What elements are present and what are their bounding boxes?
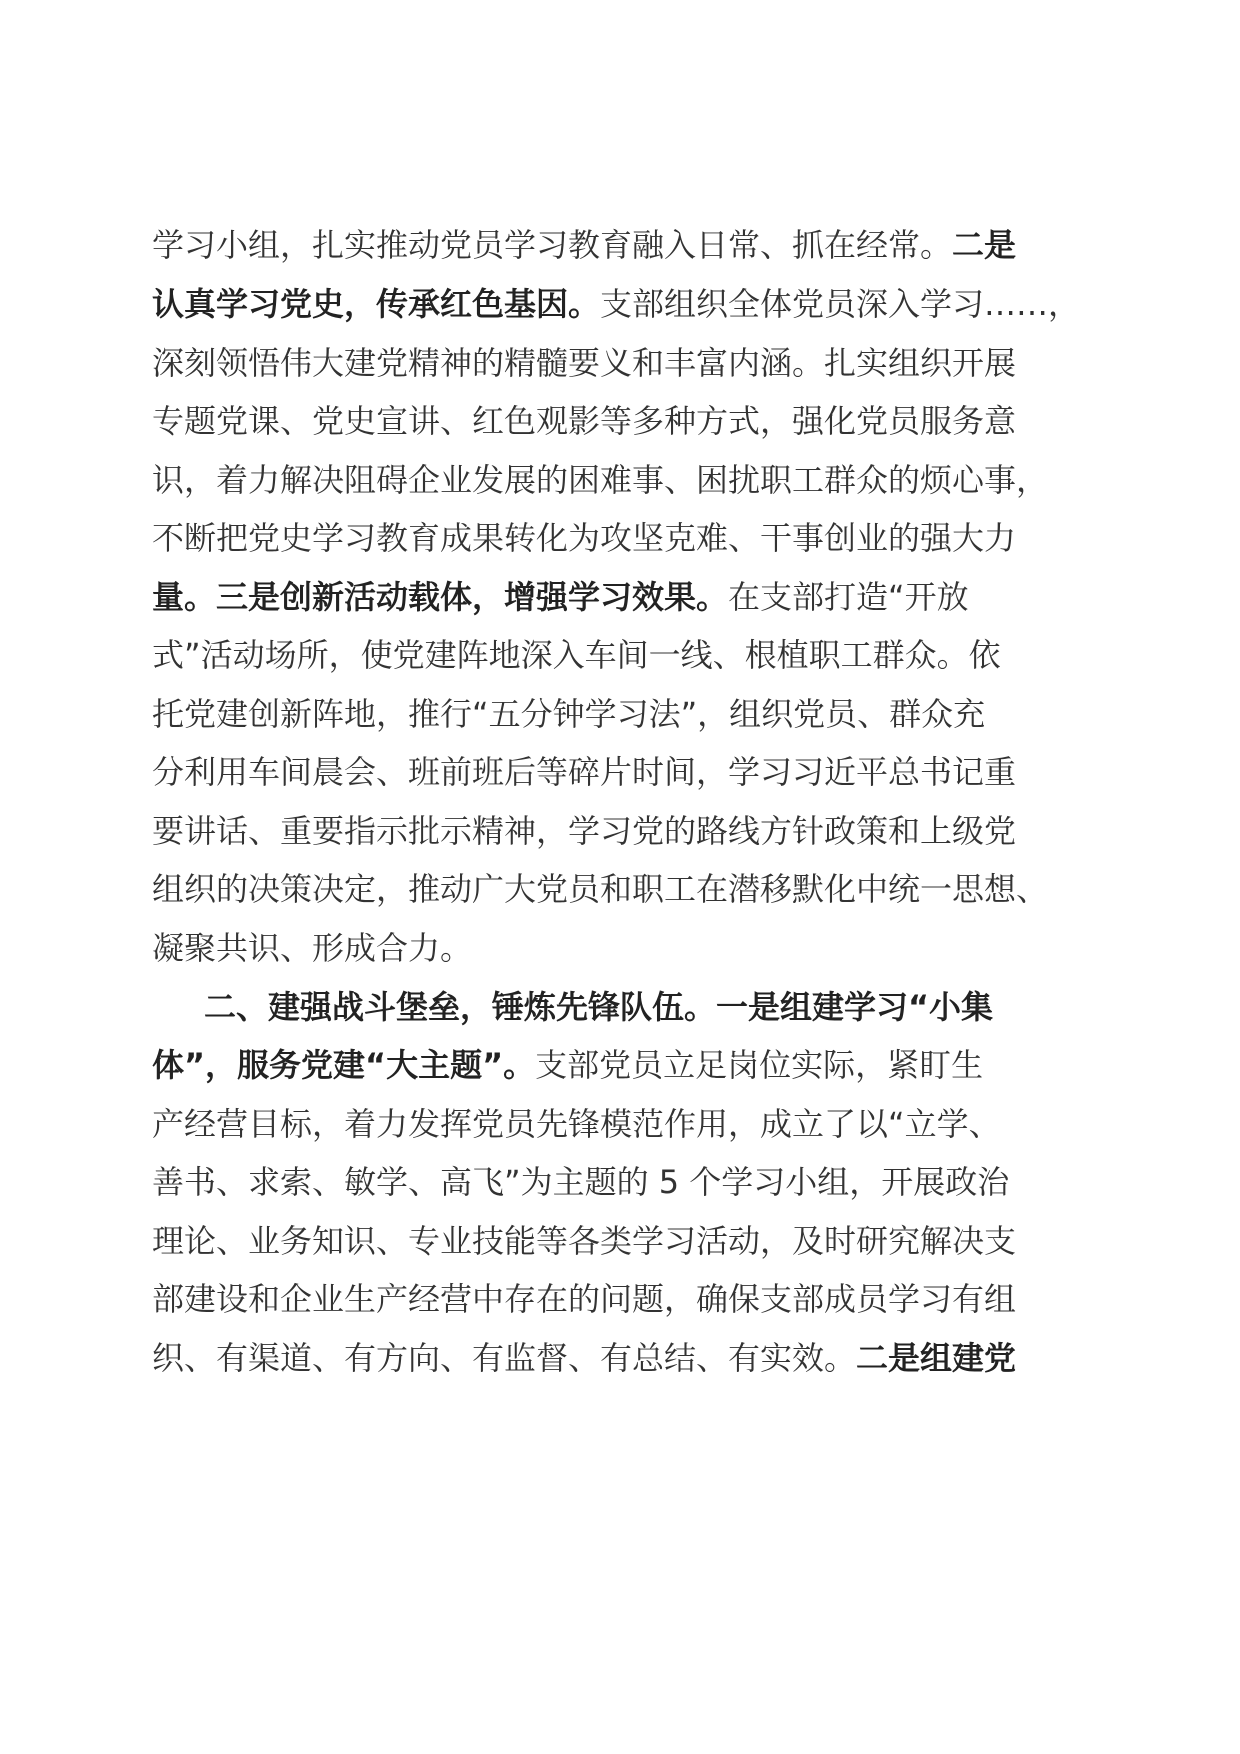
text-run: 不断把党史学习教育成果转化为攻坚克难、干事创业的强大力 — [152, 519, 1017, 557]
text-run: 理论、业务知识、专业技能等各类学习活动，及时研究解决支 — [152, 1222, 1017, 1260]
text-run: 部建设和企业生产经营中存在的问题，确保支部成员学习有组 — [152, 1280, 1017, 1318]
text-run: 学习小组，扎实推动党员学习教育融入日常、抓在经常。 — [152, 226, 953, 264]
text-run: 识，着力解决阻碍企业发展的困难事、困扰职工群众的烦心事， — [152, 461, 1049, 499]
text-line — [152, 280, 1112, 328]
bold-text-run: 认真学习党史，传承红色基因。 — [152, 285, 601, 323]
text-run: 专题党课、党史宣讲、红色观影等多种方式，强化党员服务意 — [152, 402, 1017, 440]
text-line — [152, 1275, 1112, 1323]
text-run: 式”活动场所，使党建阵地深入车间一线、根植职工群众。依 — [152, 636, 1001, 674]
text-line — [152, 807, 1112, 855]
bold-text-run: 二是组建党 — [856, 1339, 1017, 1377]
section-heading-line — [204, 983, 1164, 1031]
text-run: 分利用车间晨会、班前班后等碎片时间，学习习近平总书记重 — [152, 753, 1017, 791]
text-line — [152, 690, 1112, 738]
text-run: 要讲话、重要指示批示精神，学习党的路线方针政策和上级党 — [152, 812, 1017, 850]
text-line — [152, 514, 1112, 562]
text-line — [152, 1100, 1112, 1148]
text-run: 善书、求索、敏学、高飞”为主题的 5 个学习小组，开展政治 — [152, 1163, 1010, 1201]
text-line — [152, 339, 1112, 387]
bold-text-run: 体”，服务党建“大主题”。 — [152, 1046, 536, 1084]
text-line — [152, 1217, 1112, 1265]
text-line — [152, 1334, 1112, 1382]
text-line — [152, 397, 1112, 445]
bold-text-run: 量。三是创新活动载体，增强学习效果。 — [152, 578, 729, 616]
text-line — [152, 573, 1112, 621]
bold-text-run: 二是 — [952, 226, 1017, 264]
text-run: 在支部打造“开放 — [728, 578, 969, 616]
text-run: 产经营目标，着力发挥党员先锋模范作用，成立了以“立学、 — [152, 1105, 1001, 1143]
text-line — [152, 1158, 1112, 1206]
text-run: 支部党员立足岗位实际，紧盯生 — [535, 1046, 984, 1084]
text-run: 织、有渠道、有方向、有监督、有总结、有实效。 — [152, 1339, 857, 1377]
text-line — [152, 865, 1112, 913]
text-line — [152, 748, 1112, 796]
bold-text-run: 二、建强战斗堡垒，锤炼先锋队伍。一是组建学习“小集 — [204, 988, 994, 1026]
text-run: 支部组织全体党员深入学习……， — [600, 285, 1081, 323]
text-line — [152, 456, 1112, 504]
text-line — [152, 631, 1112, 679]
text-line — [152, 221, 1112, 269]
text-run: 深刻领悟伟大建党精神的精髓要义和丰富内涵。扎实组织开展 — [152, 344, 1017, 382]
text-line — [152, 924, 1112, 972]
text-line — [152, 1041, 1112, 1089]
text-run: 凝聚共识、形成合力。 — [152, 929, 473, 967]
text-run: 组织的决策决定，推动广大党员和职工在潜移默化中统一思想、 — [152, 870, 1049, 908]
text-run: 托党建创新阵地，推行“五分钟学习法”，组织党员、群众充 — [152, 695, 986, 733]
